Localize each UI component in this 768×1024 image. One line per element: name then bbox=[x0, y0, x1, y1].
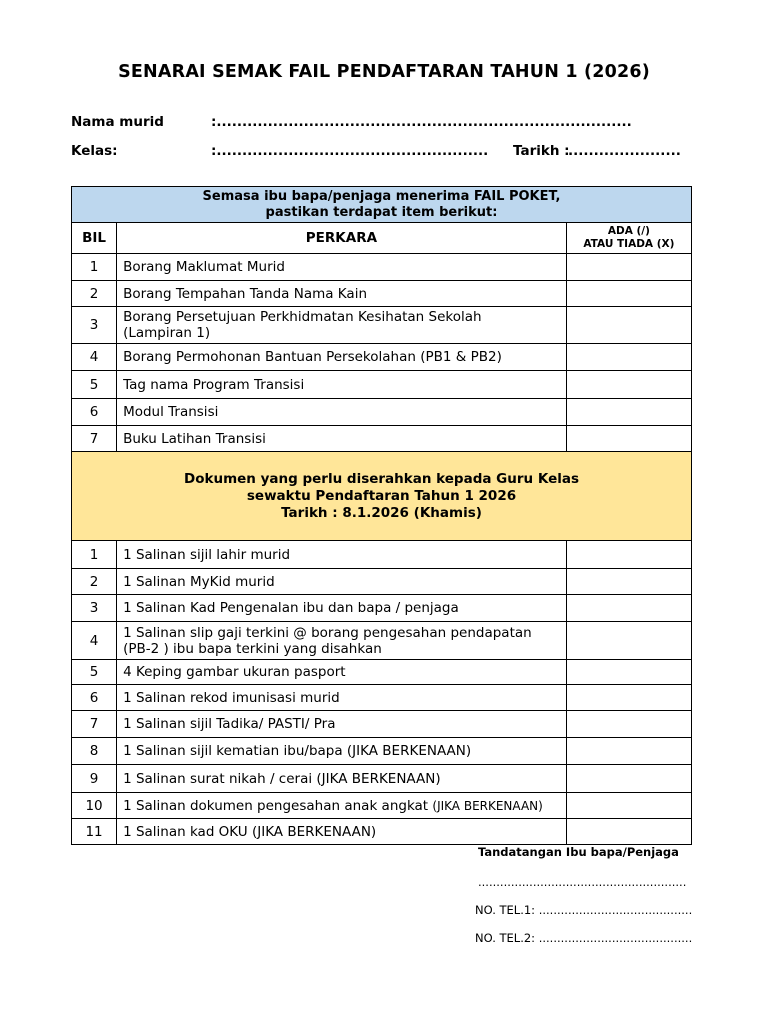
ada-checkbox-cell[interactable] bbox=[566, 371, 691, 399]
ada-checkbox-cell[interactable] bbox=[566, 254, 691, 281]
table-row bbox=[72, 793, 692, 819]
row-item-main: Modul Transisi bbox=[123, 404, 219, 420]
row-item-main: 1 Salinan surat nikah / cerai (JIKA BERKENAAN) bbox=[123, 770, 441, 787]
ada-checkbox-cell[interactable] bbox=[566, 819, 691, 845]
nama-murid-label: Nama murid bbox=[71, 114, 164, 130]
row-number: 1 bbox=[72, 254, 117, 281]
nama-murid-field[interactable]: :................................................................................. bbox=[211, 114, 632, 130]
row-item bbox=[117, 711, 567, 738]
table-row bbox=[72, 307, 692, 344]
row-item-main: 1 Salinan sijil Tadika/ PASTI/ Pra bbox=[123, 716, 336, 732]
table-row bbox=[72, 685, 692, 711]
ada-checkbox-cell[interactable] bbox=[566, 660, 691, 685]
ada-checkbox-cell[interactable] bbox=[566, 738, 691, 765]
section2-line2: sewaktu Pendaftaran Tahun 1 2026 bbox=[246, 487, 517, 504]
ada-checkbox-cell[interactable] bbox=[566, 344, 691, 371]
row-number: 2 bbox=[72, 281, 117, 307]
section1-line1: Semasa ibu bapa/penjaga menerima FAIL POKET, bbox=[202, 188, 561, 204]
table-row bbox=[72, 765, 692, 793]
row-item-main: 1 Salinan kad OKU (JIKA BERKENAAN) bbox=[123, 823, 377, 840]
row-item bbox=[117, 660, 567, 685]
row-item-text bbox=[123, 664, 566, 680]
row-number: 9 bbox=[72, 765, 117, 793]
tel1-field[interactable]: .......................................... bbox=[535, 903, 693, 917]
section2-line3: Tarikh : 8.1.2026 (Khamis) bbox=[281, 504, 482, 521]
row-number: 4 bbox=[72, 622, 117, 660]
row-item-main: Buku Latihan Transisi bbox=[123, 430, 266, 447]
row-item bbox=[117, 541, 567, 569]
row-item-text bbox=[123, 798, 566, 814]
table-row bbox=[72, 711, 692, 738]
row-item bbox=[117, 399, 567, 426]
ada-checkbox-cell[interactable] bbox=[566, 426, 691, 452]
tel2-label: NO. TEL.2: bbox=[475, 931, 536, 945]
row-number: 10 bbox=[72, 793, 117, 819]
row-item bbox=[117, 793, 567, 819]
ada-checkbox-cell[interactable] bbox=[566, 569, 691, 595]
row-number: 8 bbox=[72, 738, 117, 765]
row-item-main: Borang Permohonan Bantuan Persekolahan (PB1 & PB2) bbox=[123, 349, 502, 365]
tel2-field[interactable]: .......................................... bbox=[535, 931, 693, 945]
tel2-row[interactable] bbox=[475, 931, 692, 945]
tarikh-field[interactable]: ...................... bbox=[568, 143, 681, 159]
row-item-text bbox=[123, 600, 566, 616]
table-row bbox=[72, 399, 692, 426]
section-header-row-dokumen bbox=[72, 452, 692, 541]
section2-line1: Dokumen yang perlu diserahkan kepada Guru Kelas bbox=[184, 470, 579, 487]
row-item-text bbox=[123, 286, 566, 302]
row-number: 3 bbox=[72, 307, 117, 344]
ada-checkbox-cell[interactable] bbox=[566, 711, 691, 738]
row-item-main: 1 Salinan sijil kematian ibu/bapa (JIKA BERKENAAN) bbox=[123, 743, 472, 759]
row-number: 5 bbox=[72, 371, 117, 399]
table-row bbox=[72, 569, 692, 595]
row-item bbox=[117, 738, 567, 765]
tarikh-label: Tarikh : bbox=[513, 143, 570, 159]
table-row bbox=[72, 819, 692, 845]
table-row bbox=[72, 660, 692, 685]
row-item-text bbox=[123, 743, 566, 759]
row-item-text bbox=[123, 690, 566, 706]
signature-label: Tandatangan Ibu bapa/Penjaga bbox=[478, 845, 679, 859]
row-item-main: Borang Maklumat Murid bbox=[123, 259, 285, 275]
section-header-dokumen bbox=[72, 452, 692, 541]
row-item-main: 1 Salinan dokumen pengesahan anak angkat bbox=[123, 797, 433, 814]
row-item bbox=[117, 281, 567, 307]
row-item-main: 1 Salinan Kad Pengenalan ibu dan bapa / penjaga bbox=[123, 600, 459, 616]
row-item-text bbox=[123, 574, 566, 590]
ada-checkbox-cell[interactable] bbox=[566, 541, 691, 569]
ada-checkbox-cell[interactable] bbox=[566, 399, 691, 426]
row-item bbox=[117, 344, 567, 371]
column-bil: BIL bbox=[72, 223, 117, 254]
checklist-table bbox=[71, 186, 692, 845]
table-row bbox=[72, 738, 692, 765]
table-row bbox=[72, 371, 692, 399]
section-header-fail-poket bbox=[72, 187, 692, 223]
column-perkara: PERKARA bbox=[117, 223, 567, 254]
row-number: 4 bbox=[72, 344, 117, 371]
row-item-main: Borang Persetujuan Perkhidmatan Kesihatan Sekolah bbox=[123, 309, 482, 325]
ada-checkbox-cell[interactable] bbox=[566, 765, 691, 793]
row-number: 5 bbox=[72, 660, 117, 685]
row-number: 7 bbox=[72, 711, 117, 738]
row-item-text bbox=[123, 824, 566, 840]
row-item-main: 1 Salinan MyKid murid bbox=[123, 573, 275, 590]
row-item-text bbox=[123, 716, 566, 732]
page-title: SENARAI SEMAK FAIL PENDAFTARAN TAHUN 1 (2026) bbox=[118, 62, 650, 82]
ada-checkbox-cell[interactable] bbox=[566, 793, 691, 819]
column-ada-line1: ADA (/) bbox=[607, 225, 650, 237]
row-item-text-line2: (PB-2 ) ibu bapa terkini yang disahkan bbox=[123, 640, 382, 657]
row-number: 6 bbox=[72, 399, 117, 426]
table-row bbox=[72, 426, 692, 452]
row-item-text-line2: (Lampiran 1) bbox=[123, 325, 211, 341]
row-item-text bbox=[123, 377, 566, 393]
row-item-main: 1 Salinan sijil lahir murid bbox=[123, 546, 291, 563]
row-item-main: 4 Keping gambar ukuran pasport bbox=[123, 664, 346, 680]
ada-checkbox-cell[interactable] bbox=[566, 622, 691, 660]
row-item-main: 1 Salinan slip gaji terkini @ borang pengesahan pendapatan bbox=[123, 624, 532, 641]
row-item bbox=[117, 307, 567, 344]
row-item bbox=[117, 622, 567, 660]
row-item-text bbox=[123, 771, 566, 787]
row-number: 7 bbox=[72, 426, 117, 452]
table-row bbox=[72, 595, 692, 622]
table-row bbox=[72, 622, 692, 660]
table-row bbox=[72, 344, 692, 371]
row-item-text bbox=[123, 309, 566, 325]
section1-line2: pastikan terdapat item berikut: bbox=[265, 204, 498, 220]
row-item bbox=[117, 426, 567, 452]
ada-checkbox-cell[interactable] bbox=[566, 281, 691, 307]
kelas-field[interactable]: :..................................................... bbox=[211, 143, 489, 159]
tel1-label: NO. TEL.1: bbox=[475, 903, 536, 917]
row-item-text bbox=[123, 349, 566, 365]
signature-line[interactable]: ......................................................... bbox=[478, 875, 687, 889]
row-item bbox=[117, 819, 567, 845]
column-header-row bbox=[72, 223, 692, 254]
ada-checkbox-cell[interactable] bbox=[566, 307, 691, 344]
row-item bbox=[117, 371, 567, 399]
row-number: 3 bbox=[72, 595, 117, 622]
row-item bbox=[117, 569, 567, 595]
row-item-main: 1 Salinan rekod imunisasi murid bbox=[123, 689, 340, 706]
row-item-text bbox=[123, 259, 566, 275]
row-item-text bbox=[123, 404, 566, 420]
row-item bbox=[117, 595, 567, 622]
ada-checkbox-cell[interactable] bbox=[566, 595, 691, 622]
column-ada-line2: ATAU TIADA (X) bbox=[583, 238, 675, 250]
ada-checkbox-cell[interactable] bbox=[566, 685, 691, 711]
row-item-main: Borang Tempahan Tanda Nama Kain bbox=[123, 285, 368, 302]
row-item-note: (JIKA BERKENAAN) bbox=[432, 798, 543, 813]
row-number: 1 bbox=[72, 541, 117, 569]
tel1-row[interactable] bbox=[475, 903, 692, 917]
row-item-text bbox=[123, 547, 566, 563]
row-number: 6 bbox=[72, 685, 117, 711]
row-item bbox=[117, 685, 567, 711]
table-row bbox=[72, 541, 692, 569]
row-item-main: Tag nama Program Transisi bbox=[123, 376, 305, 393]
column-ada bbox=[566, 223, 691, 254]
row-number: 2 bbox=[72, 569, 117, 595]
row-number: 11 bbox=[72, 819, 117, 845]
row-item-text bbox=[123, 625, 566, 641]
table-row bbox=[72, 254, 692, 281]
kelas-label: Kelas: bbox=[71, 143, 118, 159]
row-item bbox=[117, 254, 567, 281]
row-item-text bbox=[123, 431, 566, 447]
row-item bbox=[117, 765, 567, 793]
table-row bbox=[72, 281, 692, 307]
